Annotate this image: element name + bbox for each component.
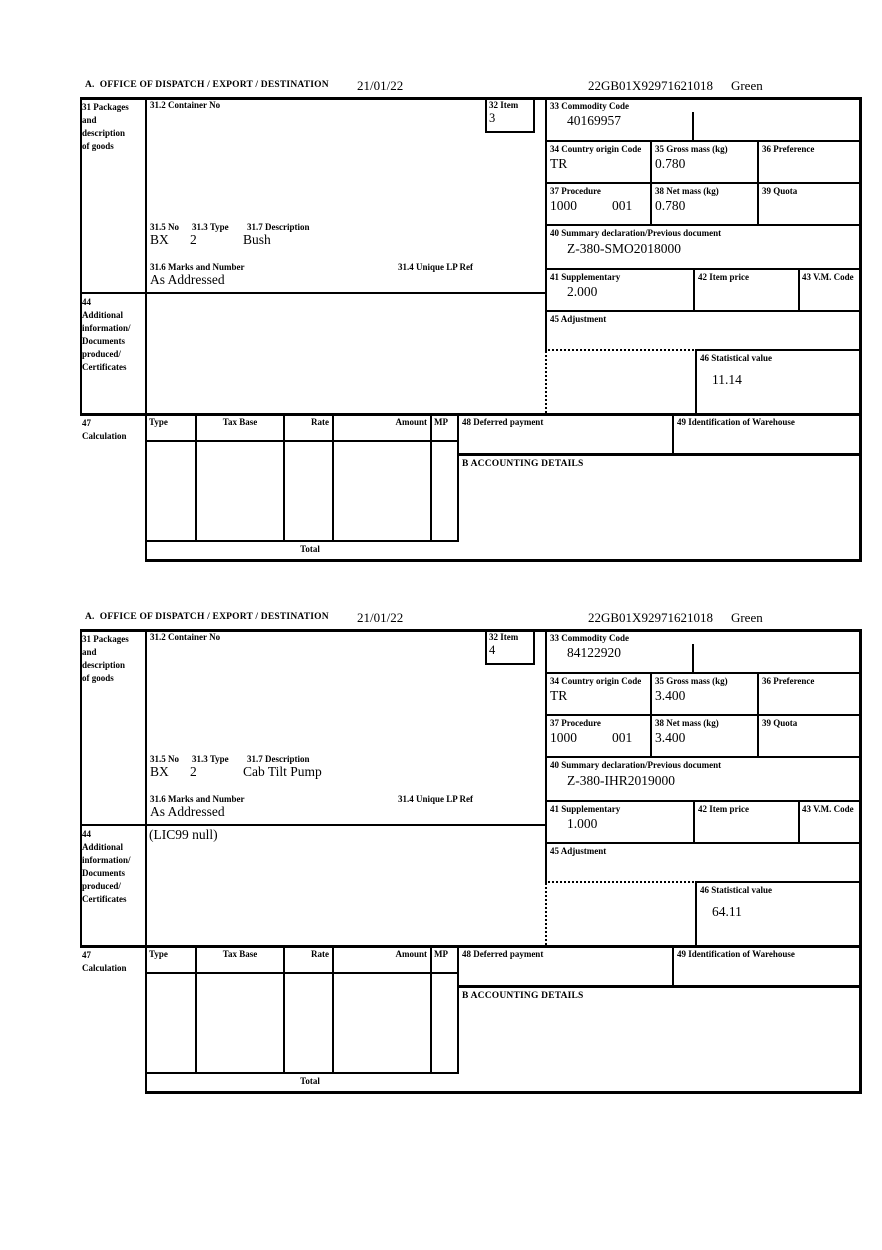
origin-code: TR [550, 156, 568, 171]
package-no-label: 31.5 No [150, 222, 179, 232]
vm-code-label: 43 V.M. Code [802, 804, 854, 814]
declaration-item-section [0, 76, 882, 562]
mrn-header [588, 78, 763, 94]
box47-label: 47 Calculation [82, 418, 127, 441]
form-bottom-border [145, 559, 862, 562]
origin-code: TR [550, 688, 568, 703]
lp-ref-label: 31.4 Unique LP Ref [398, 794, 474, 804]
calc-table-bottom [145, 540, 459, 542]
box44-top-line [80, 824, 547, 826]
procedure-ext: 001 [612, 730, 633, 745]
item-price-label: 42 Item price [698, 804, 749, 814]
net-mass-label: 38 Net mass (kg) [655, 718, 719, 728]
gross-mass: 3.400 [655, 688, 686, 703]
commodity-code: 40169957 [567, 113, 621, 128]
row-line [545, 672, 862, 674]
form-right-border [859, 97, 862, 562]
label-column-divider [145, 97, 147, 562]
summary-declaration-label: 40 Summary declaration/Previous document [550, 228, 722, 238]
adjustment-label: 45 Adjustment [550, 314, 607, 324]
marks-label: 31.6 Marks and Number [150, 794, 245, 804]
procedure-label: 37 Procedure [550, 186, 601, 196]
description-label: 31.7 Description [247, 222, 310, 232]
calc-column-divider [283, 413, 285, 540]
calc-column-divider [332, 413, 334, 540]
commodity-code-divider [692, 112, 694, 140]
deferred-payment-label: 48 Deferred payment [462, 417, 544, 427]
row-line [545, 756, 862, 758]
supplementary-label: 41 Supplementary [550, 272, 621, 282]
gross-mass-label: 35 Gross mass (kg) [655, 676, 728, 686]
dotted-vertical-divider [545, 351, 547, 413]
marks-label: 31.6 Marks and Number [150, 262, 245, 272]
origin-label: 34 Country origin Code [550, 676, 642, 686]
row-line [545, 842, 862, 844]
col-rate-header: Rate [311, 949, 329, 959]
net-mass: 0.780 [655, 198, 686, 213]
item-number: 4 [489, 643, 496, 657]
calc-header-separator [145, 440, 459, 442]
preference-label: 36 Preference [762, 144, 815, 154]
package-no-label: 31.5 No [150, 754, 179, 764]
stat-box-top [695, 349, 860, 351]
net-mass-label: 38 Net mass (kg) [655, 186, 719, 196]
statistical-value: 64.11 [712, 904, 742, 919]
box44-top-line [80, 292, 547, 294]
row-line [545, 714, 862, 716]
quota-label: 39 Quota [762, 186, 798, 196]
mrn-value: 22GB01X92971621018 [588, 78, 713, 93]
item-number: 3 [489, 111, 496, 125]
declaration-item-section [0, 608, 882, 1094]
stat-box-left [695, 881, 697, 945]
item-box-bottom [485, 131, 535, 133]
col-amount-header: Amount [395, 417, 427, 427]
column-divider [693, 800, 695, 842]
preference-label: 36 Preference [762, 676, 815, 686]
row-line [545, 140, 862, 142]
calc-header-separator [145, 972, 459, 974]
package-count: BX [150, 764, 169, 779]
dotted-horizontal-divider [545, 881, 697, 883]
gross-mass-label: 35 Gross mass (kg) [655, 144, 728, 154]
declaration-date: 21/01/22 [357, 78, 404, 93]
description-label: 31.7 Description [247, 754, 310, 764]
accounting-top-line [457, 453, 862, 456]
col-rate-header: Rate [311, 417, 329, 427]
stat-box-left [695, 349, 697, 413]
routing-status: Green [730, 610, 763, 625]
accounting-details-label: B ACCOUNTING DETAILS [462, 991, 584, 1001]
calc-column-divider [195, 945, 197, 1072]
calc-column-divider [430, 413, 432, 540]
accounting-details-label: B ACCOUNTING DETAILS [462, 459, 584, 469]
goods-description: Bush [243, 232, 271, 247]
deferred-payment-label: 48 Deferred payment [462, 949, 544, 959]
previous-document: Z-380-IHR2019000 [567, 773, 675, 788]
office-of-dispatch-label: A. OFFICE OF DISPATCH / EXPORT / DESTINATION [85, 612, 329, 622]
item-label: 32 Item [489, 100, 519, 110]
container-no-label: 31.2 Container No [150, 632, 221, 642]
calc-column-divider [430, 945, 432, 1072]
container-no-label: 31.2 Container No [150, 100, 221, 110]
origin-label: 34 Country origin Code [550, 144, 642, 154]
column-divider [693, 268, 695, 310]
box31-label: 31 Packages and description of goods [82, 634, 129, 683]
vm-code-label: 43 V.M. Code [802, 272, 854, 282]
statistical-value: 11.14 [712, 372, 742, 387]
row-line [545, 310, 862, 312]
commodity-code-label: 33 Commodity Code [550, 101, 629, 111]
summary-declaration-label: 40 Summary declaration/Previous document [550, 760, 722, 770]
package-type: 2 [190, 232, 197, 247]
item-box-right [533, 97, 535, 133]
mrn-header [588, 610, 763, 626]
adjustment-label: 45 Adjustment [550, 846, 607, 856]
calc-table-bottom [145, 1072, 459, 1074]
supplementary-label: 41 Supplementary [550, 804, 621, 814]
procedure-code: 1000 [550, 730, 577, 745]
box44-label: 44 Additional information/ Documents produced/ Certificates [82, 829, 131, 904]
commodity-code-divider [692, 644, 694, 672]
col-tax-base-header: Tax Base [222, 949, 258, 959]
package-type: 2 [190, 764, 197, 779]
item-box-left [485, 629, 487, 665]
statistical-value-label: 46 Statistical value [700, 885, 772, 895]
commodity-code: 84122920 [567, 645, 621, 660]
column-divider [798, 800, 800, 842]
label-column-divider [145, 629, 147, 1094]
box47-top-line [80, 945, 862, 948]
item-box-right [533, 629, 535, 665]
deferred-warehouse-divider [672, 945, 674, 987]
procedure-ext: 001 [612, 198, 633, 213]
row-line [545, 182, 862, 184]
procedure-label: 37 Procedure [550, 718, 601, 728]
previous-document: Z-380-SMO2018000 [567, 241, 681, 256]
warehouse-label: 49 Identification of Warehouse [677, 949, 795, 959]
dotted-horizontal-divider [545, 349, 697, 351]
item-price-label: 42 Item price [698, 272, 749, 282]
calc-column-divider [332, 945, 334, 1072]
office-of-dispatch-label: A. OFFICE OF DISPATCH / EXPORT / DESTINATION [85, 80, 329, 90]
column-divider [798, 268, 800, 310]
procedure-code: 1000 [550, 198, 577, 213]
col-mp-header: MP [434, 417, 448, 427]
supplementary-units: 1.000 [567, 816, 598, 831]
package-type-label: 31.3 Type [192, 222, 229, 232]
box31-label: 31 Packages and description of goods [82, 102, 129, 151]
row-line [545, 800, 862, 802]
package-count: BX [150, 232, 169, 247]
goods-description: Cab Tilt Pump [243, 764, 322, 779]
item-label: 32 Item [489, 632, 519, 642]
supplementary-units: 2.000 [567, 284, 598, 299]
gross-mass: 0.780 [655, 156, 686, 171]
commodity-code-label: 33 Commodity Code [550, 633, 629, 643]
calc-table-right-border [457, 945, 459, 1072]
warehouse-label: 49 Identification of Warehouse [677, 417, 795, 427]
col-type-header: Type [149, 949, 168, 959]
col-amount-header: Amount [395, 949, 427, 959]
declaration-date: 21/01/22 [357, 610, 404, 625]
deferred-warehouse-divider [672, 413, 674, 455]
col-mp-header: MP [434, 949, 448, 959]
form-bottom-border [145, 1091, 862, 1094]
lp-ref-label: 31.4 Unique LP Ref [398, 262, 474, 272]
calc-column-divider [283, 945, 285, 1072]
row-line [545, 268, 862, 270]
package-type-label: 31.3 Type [192, 754, 229, 764]
accounting-top-line [457, 985, 862, 988]
box47-label: 47 Calculation [82, 950, 127, 973]
statistical-value-label: 46 Statistical value [700, 353, 772, 363]
quota-label: 39 Quota [762, 718, 798, 728]
stat-box-top [695, 881, 860, 883]
dotted-vertical-divider [545, 883, 547, 945]
additional-information: (LIC99 null) [149, 827, 218, 842]
col-type-header: Type [149, 417, 168, 427]
mrn-value: 22GB01X92971621018 [588, 610, 713, 625]
net-mass: 3.400 [655, 730, 686, 745]
item-box-left [485, 97, 487, 133]
box47-top-line [80, 413, 862, 416]
total-label: Total [300, 1076, 320, 1086]
box44-label: 44 Additional information/ Documents produced/ Certificates [82, 297, 131, 372]
row-line [545, 224, 862, 226]
calc-table-right-border [457, 413, 459, 540]
calc-column-divider [195, 413, 197, 540]
routing-status: Green [730, 78, 763, 93]
total-label: Total [300, 544, 320, 554]
item-box-bottom [485, 663, 535, 665]
form-right-border [859, 629, 862, 1094]
col-tax-base-header: Tax Base [222, 417, 258, 427]
marks-numbers: As Addressed [150, 272, 225, 287]
marks-numbers: As Addressed [150, 804, 225, 819]
